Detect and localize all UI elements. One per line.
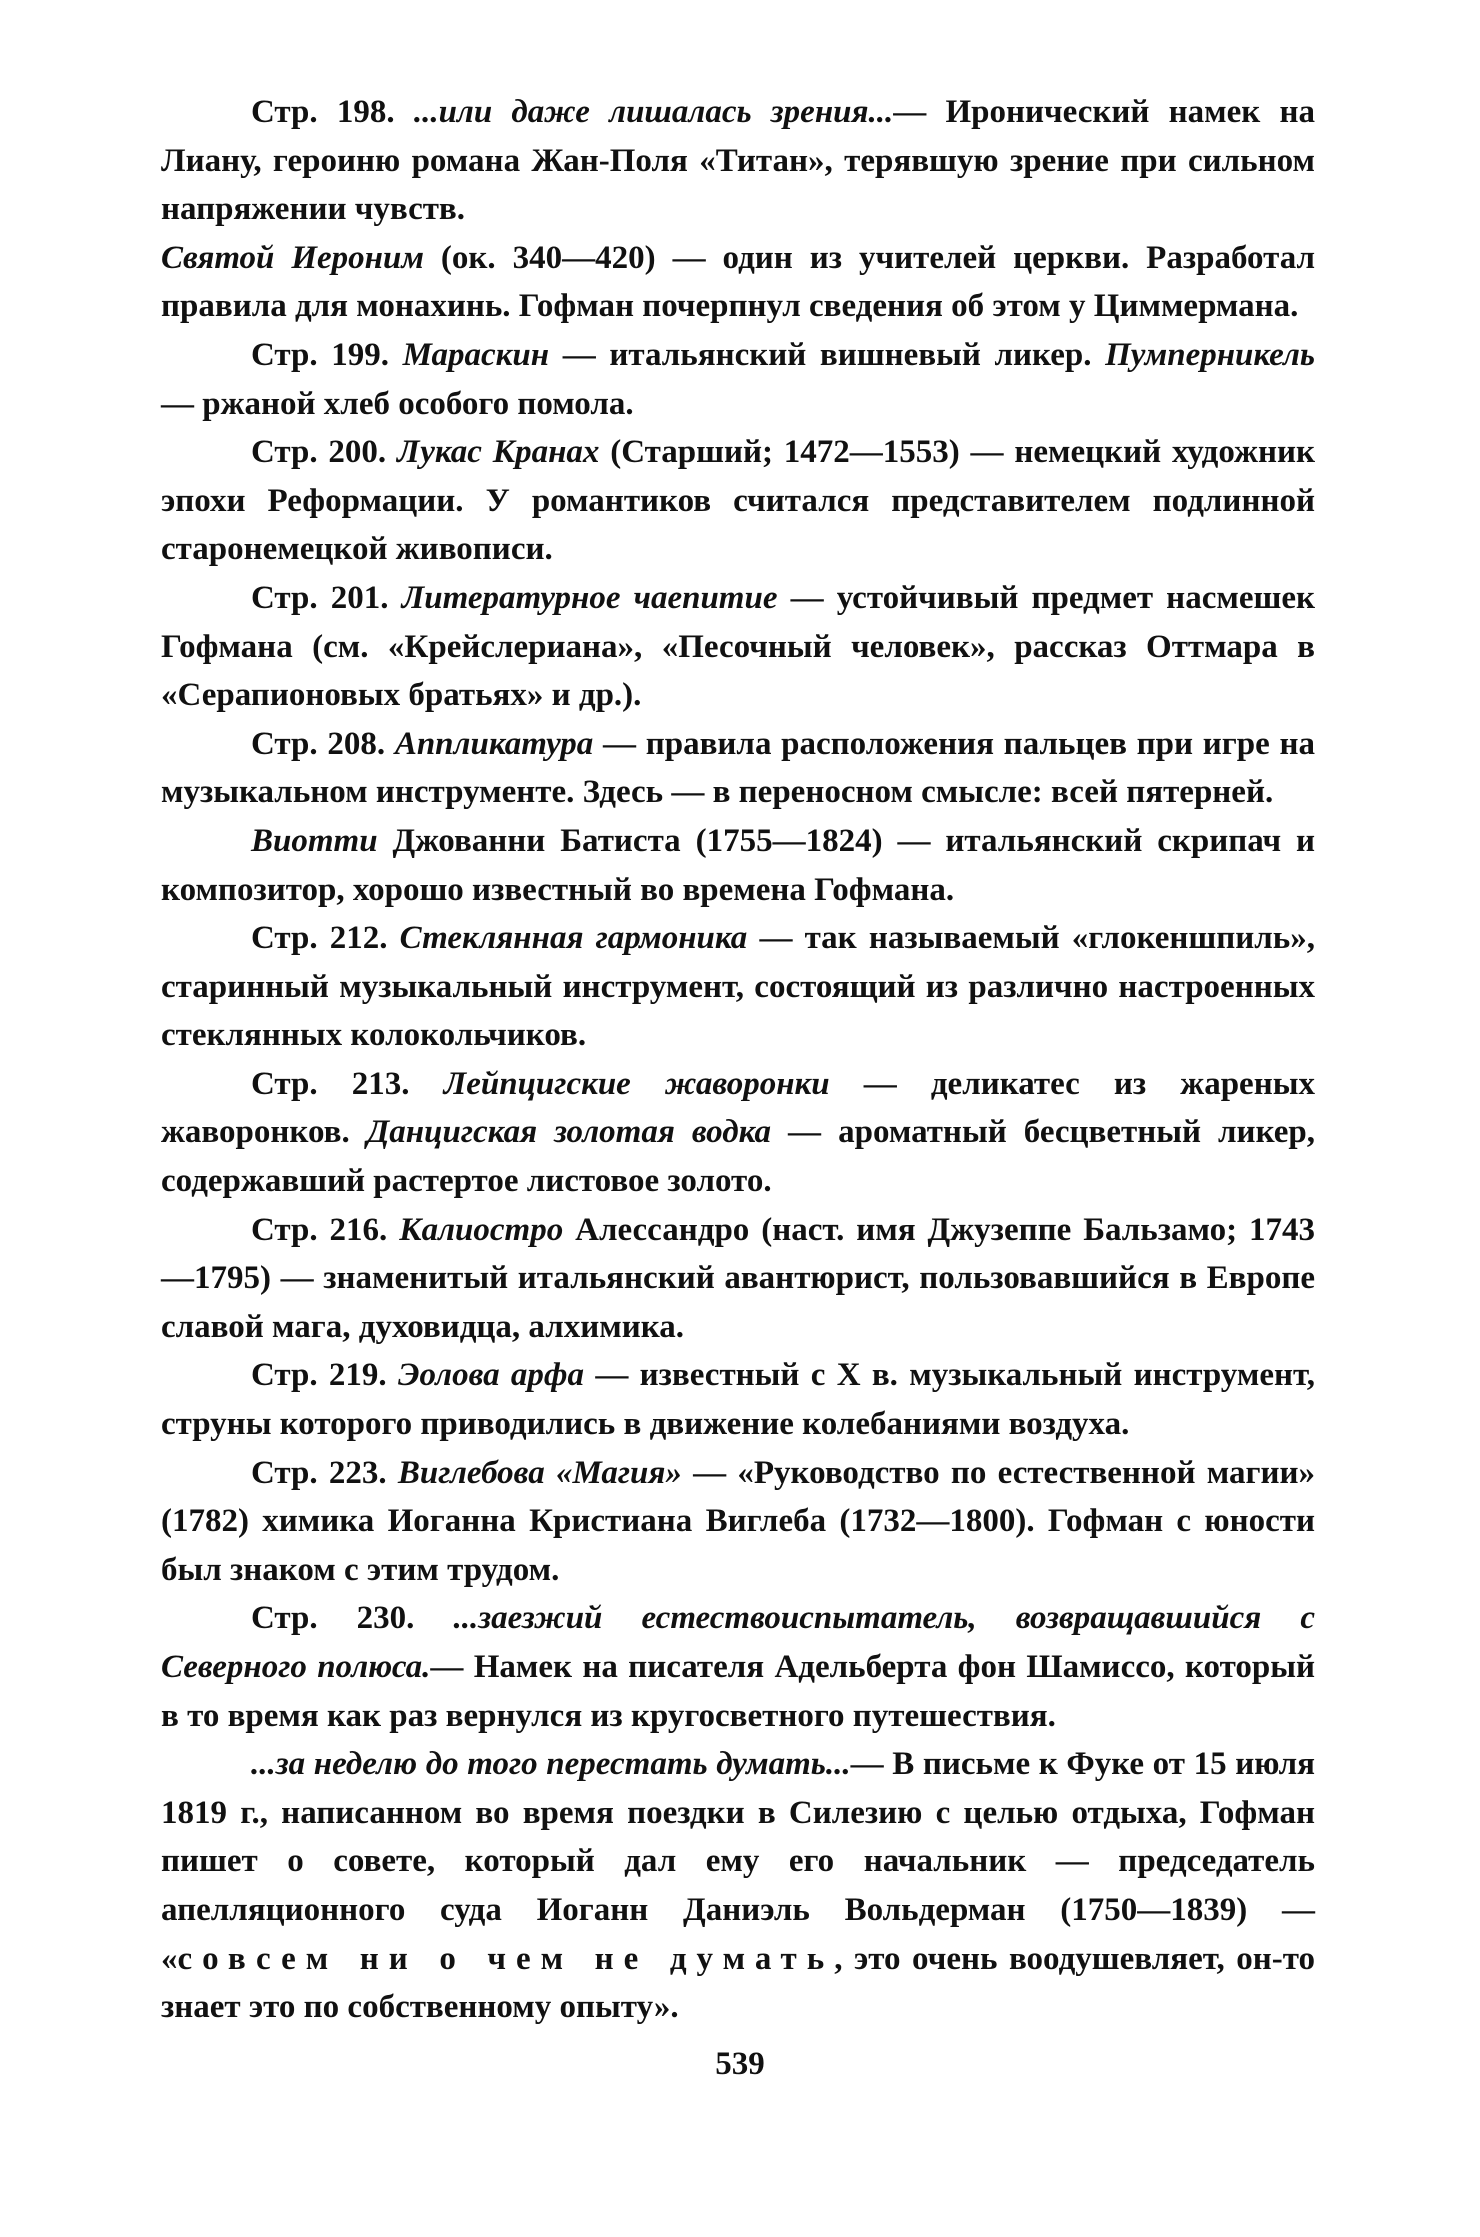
note-text: — итальянский вишневый ликер. — [549, 336, 1106, 373]
note-text: — правила расположения пальцев при игре на музыкальном инструменте. Здесь — в переносном смысле: всей пятерней. — [161, 725, 1315, 811]
note-text: (ок. 340—420) — один из учителей церкви. Разработал правила для монахинь. Гофман почерпнул сведения об этом у Циммермана. — [161, 239, 1315, 325]
note-paragraph — [161, 1060, 1315, 1206]
note-term: Пумперникель — [1105, 336, 1315, 373]
note-text: Стр. 200. — [251, 434, 397, 471]
note-paragraph — [161, 914, 1315, 1060]
note-text: (Старший; 1472—1553) — немецкий художник эпохи Реформации. У романтиков считался представителем подлинной старонемецкой живописи. — [161, 434, 1315, 568]
note-term: ...за неделю до того перестать думать... — [251, 1746, 851, 1783]
note-text: Стр. 223. — [251, 1454, 398, 1491]
note-term: Данцигская золотая водка — [366, 1114, 772, 1151]
note-paragraph — [161, 1206, 1315, 1352]
note-text: Стр. 216. — [251, 1211, 400, 1248]
note-paragraph — [161, 817, 1315, 914]
note-term: Литературное чаепитие — [401, 579, 778, 616]
note-term: Эолова арфа — [397, 1357, 585, 1394]
note-paragraph — [161, 234, 1315, 331]
note-text: Стр. 219. — [251, 1357, 398, 1394]
note-text: — «Руководство по естественной магии» (1782) химика Иоганна Кристиана Виглеба (1732—1800). Гофман с юности был знаком с этим трудом. — [161, 1454, 1315, 1588]
note-term: Виотти — [251, 822, 378, 859]
note-text: — устойчивый предмет насмешек Гофмана (см. «Крейслериана», «Песочный человек», рассказ Оттмара в «Серапионовых братьях» и др.). — [161, 579, 1315, 714]
note-term: Аппликатура — [394, 725, 594, 762]
note-text: — известный с X в. музыкальный инструмент, струны которого приводились в движение колебаниями воздуха. — [161, 1357, 1315, 1443]
note-text: Стр. 213. — [251, 1065, 444, 1102]
note-paragraph — [161, 720, 1315, 817]
note-text: — так называемый «глокеншпиль», старинный музыкальный инструмент, состоящий из различно настроенных стеклянных колокольчиков. — [161, 920, 1316, 1054]
note-term: Стеклянная гармоника — [399, 920, 748, 957]
note-paragraph — [161, 1351, 1315, 1448]
note-text: Джованни Батиста (1755—1824) — итальянский скрипач и композитор, хорошо известный во времена Гофмана. — [161, 822, 1315, 908]
note-term: ...заезжий естествоиспытатель, возвращавшийся с Северного полюса. — [161, 1600, 1315, 1685]
note-term: Виглебова «Магия» — [397, 1454, 682, 1491]
note-term: ...или даже лишалась зрения... — [413, 94, 894, 130]
note-text: — деликатес из жареных жаворонков. — [161, 1065, 1315, 1151]
note-text: — Намек на писателя Адельберта фон Шамиссо, который в то время как раз вернулся из кругосветного путешествия. — [161, 1649, 1315, 1734]
note-text: , это очень воодушевляет, он-то знает это по собственному опыту». — [161, 1940, 1316, 2026]
note-paragraph — [161, 1449, 1315, 1595]
note-text: Стр. 230. — [251, 1600, 454, 1637]
commentary-notes — [161, 88, 1315, 2032]
note-text: Алессандро (наст. имя Джузеппе Бальзамо; 1743—1795) — знаменитый итальянский авантюрист, пользовавшийся в Европе славой мага, духовидца, алхимика. — [161, 1211, 1315, 1345]
note-paragraph — [161, 88, 1315, 234]
note-term: Лукас Кранах — [396, 434, 600, 471]
note-text: Стр. 208. — [251, 725, 395, 762]
note-paragraph — [161, 1594, 1315, 1740]
spaced-quote: совсем ни о чем не думать — [177, 1940, 835, 1977]
note-text: — Иронический намек на Лиану, героиню романа Жан-Поля «Титан», терявшую зрение при сильном напряжении чувств. — [161, 94, 1315, 228]
note-term: Калиостро — [399, 1211, 564, 1248]
note-term: Лейпцигские жаворонки — [443, 1065, 830, 1102]
note-text: Стр. 198. — [251, 94, 414, 130]
note-text: Стр. 201. — [251, 579, 402, 616]
note-text: — ржаной хлеб особого помола. — [161, 385, 634, 422]
note-paragraph — [161, 331, 1315, 428]
note-paragraph — [161, 574, 1315, 720]
page-number: 539 — [715, 2046, 765, 2082]
note-term: Мараскин — [402, 336, 550, 373]
note-term: Святой Иероним — [161, 239, 424, 276]
note-text: — ароматный бесцветный ликер, содержавший растертое листовое золото. — [161, 1114, 1316, 1200]
note-paragraph — [161, 428, 1315, 574]
note-paragraph — [161, 1740, 1315, 2032]
note-text: Стр. 199. — [251, 336, 403, 373]
note-text: — В письме к Фуке от 15 июля 1819 г., написанном во время поездки в Силезию с целью отдыха, Гофман пишет о совете, который дал ему его начальник — председатель апелляционного суда Иоганн Даниэль Вольдерман (1750—1839) — « — [161, 1746, 1315, 1977]
note-text: Стр. 212. — [251, 920, 400, 957]
